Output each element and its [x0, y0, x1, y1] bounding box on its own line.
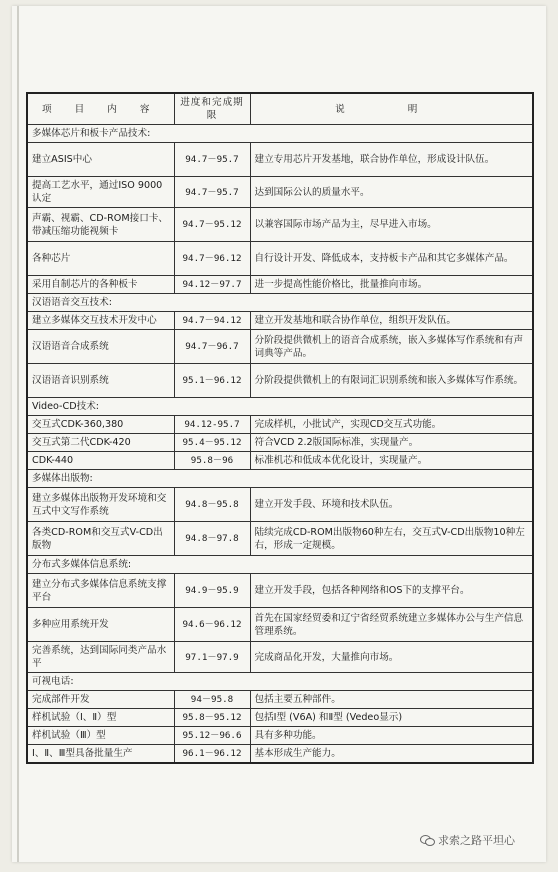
page-binding-edge	[17, 6, 19, 862]
row-note: 具有多种功能。	[250, 727, 533, 745]
row-item: 汉语语音识别系统	[27, 364, 174, 398]
row-period: 94.12-95.7	[174, 416, 250, 434]
row-note: 首先在国家经贸委和辽宁省经贸系统建立多媒体办公与生产信息管理系统。	[250, 608, 533, 642]
table-row	[27, 276, 533, 294]
section-row	[27, 125, 533, 143]
row-period: 94.7－95.7	[174, 143, 250, 177]
section-title: 可视电话:	[27, 673, 533, 691]
row-period: 95.8－95.12	[174, 709, 250, 727]
row-item: 采用自制芯片的各种板卡	[27, 276, 174, 294]
table-row	[27, 608, 533, 642]
table-row	[27, 691, 533, 709]
row-period: 95.8－96	[174, 452, 250, 470]
table-header-row	[27, 93, 533, 125]
table-row	[27, 488, 533, 522]
row-item: 建立多媒体出版物开发环境和交互式中文写作系统	[27, 488, 174, 522]
progress-table	[26, 92, 534, 764]
row-note: 建立开发基地和联合协作单位，组织开发队伍。	[250, 312, 533, 330]
section-title: 汉语语音交互技术:	[27, 294, 533, 312]
section-row	[27, 398, 533, 416]
row-note: 包括主要五种部件。	[250, 691, 533, 709]
row-period: 95.4－95.12	[174, 434, 250, 452]
header-period: 进度和完成期限	[174, 93, 250, 125]
row-period: 94.8－95.8	[174, 488, 250, 522]
row-item: 样机试验（Ⅰ、Ⅱ）型	[27, 709, 174, 727]
row-item: 交互式CDK-360,380	[27, 416, 174, 434]
section-row	[27, 294, 533, 312]
table-row	[27, 312, 533, 330]
row-note: 分阶段提供微机上的有限词汇识别系统和嵌入多媒体写作系统。	[250, 364, 533, 398]
watermark	[420, 832, 515, 848]
row-period: 94.8－97.8	[174, 522, 250, 556]
section-title: 分布式多媒体信息系统:	[27, 556, 533, 574]
row-period: 94.7－94.12	[174, 312, 250, 330]
row-period: 94.12－97.7	[174, 276, 250, 294]
header-note: 说 明	[250, 93, 533, 125]
row-item: 建立ASIS中心	[27, 143, 174, 177]
row-period: 95.12－96.6	[174, 727, 250, 745]
row-note: 建立专用芯片开发基地，联合协作单位，形成设计队伍。	[250, 143, 533, 177]
row-period: 95.1－96.12	[174, 364, 250, 398]
row-period: 96.1－96.12	[174, 745, 250, 764]
row-period: 94.7－95.7	[174, 177, 250, 208]
row-item: 样机试验（Ⅲ）型	[27, 727, 174, 745]
table-row	[27, 143, 533, 177]
row-period: 97.1－97.9	[174, 642, 250, 673]
row-note: 进一步提高性能价格比，批量推向市场。	[250, 276, 533, 294]
row-item: 建立分布式多媒体信息系统支撑平台	[27, 574, 174, 608]
row-note: 基本形成生产能力。	[250, 745, 533, 764]
table-row	[27, 416, 533, 434]
table-row	[27, 330, 533, 364]
section-title: 多媒体芯片和板卡产品技术:	[27, 125, 533, 143]
row-item: CDK-440	[27, 452, 174, 470]
section-title: 多媒体出版物:	[27, 470, 533, 488]
row-item: Ⅰ、Ⅱ、Ⅲ型具备批量生产	[27, 745, 174, 764]
table-row	[27, 642, 533, 673]
table-row	[27, 709, 533, 727]
table-row	[27, 242, 533, 276]
section-title: Video-CD技术:	[27, 398, 533, 416]
row-note: 包括Ⅰ型 (V6A) 和Ⅱ型 (Vedeo显示)	[250, 709, 533, 727]
row-item: 提高工艺水平，通过ISO 9000认定	[27, 177, 174, 208]
row-item: 建立多媒体交互技术开发中心	[27, 312, 174, 330]
table-row	[27, 364, 533, 398]
row-item: 完成部件开发	[27, 691, 174, 709]
table-row	[27, 574, 533, 608]
row-note: 建立开发手段、环境和技术队伍。	[250, 488, 533, 522]
header-item: 项 目 内 容	[27, 93, 174, 125]
watermark-text: 求索之路平坦心	[438, 834, 515, 847]
table-row	[27, 452, 533, 470]
row-note: 达到国际公认的质量水平。	[250, 177, 533, 208]
section-row	[27, 673, 533, 691]
wechat-icon	[420, 834, 434, 846]
table-row	[27, 745, 533, 764]
row-item: 汉语语音合成系统	[27, 330, 174, 364]
row-item: 各类CD-ROM和交互式V-CD出版物	[27, 522, 174, 556]
section-row	[27, 556, 533, 574]
row-note: 完成样机，小批试产，实现CD交互式功能。	[250, 416, 533, 434]
row-period: 94－95.8	[174, 691, 250, 709]
table-row	[27, 522, 533, 556]
row-note: 分阶段提供微机上的语音合成系统，嵌入多媒体写作系统和有声词典等产品。	[250, 330, 533, 364]
row-note: 陆续完成CD-ROM出版物60种左右，交互式V-CD出版物10种左右，形成一定规模。	[250, 522, 533, 556]
table-body	[27, 125, 533, 764]
table-row	[27, 208, 533, 242]
section-row	[27, 470, 533, 488]
row-item: 交互式第二代CDK-420	[27, 434, 174, 452]
row-period: 94.7－96.12	[174, 242, 250, 276]
row-period: 94.7－96.7	[174, 330, 250, 364]
table-row	[27, 727, 533, 745]
row-note: 符合VCD 2.2版国际标准，实现量产。	[250, 434, 533, 452]
row-period: 94.6－96.12	[174, 608, 250, 642]
table-row	[27, 434, 533, 452]
row-note: 建立开发手段，包括各种网络和OS下的支撑平台。	[250, 574, 533, 608]
row-item: 完善系统，达到国际同类产品水平	[27, 642, 174, 673]
row-note: 以兼容国际市场产品为主，尽早进入市场。	[250, 208, 533, 242]
row-item: 多种应用系统开发	[27, 608, 174, 642]
row-item: 声霸、视霸、CD-ROM接口卡、带减压缩功能视频卡	[27, 208, 174, 242]
row-note: 标准机芯和低成本优化设计，实现量产。	[250, 452, 533, 470]
row-note: 完成商品化开发，大量推向市场。	[250, 642, 533, 673]
table-row	[27, 177, 533, 208]
row-item: 各种芯片	[27, 242, 174, 276]
row-note: 自行设计开发、降低成本，支持板卡产品和其它多媒体产品。	[250, 242, 533, 276]
row-period: 94.7－95.12	[174, 208, 250, 242]
row-period: 94.9－95.9	[174, 574, 250, 608]
